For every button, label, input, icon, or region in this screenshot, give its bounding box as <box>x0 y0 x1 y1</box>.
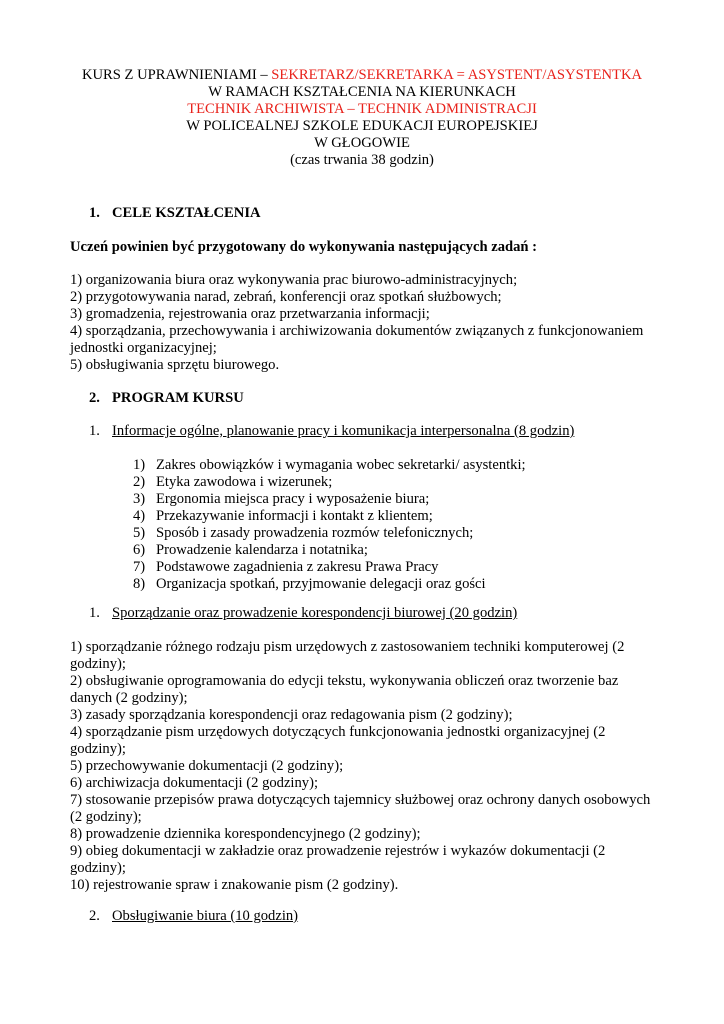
list-item: 6) archiwizacja dokumentacji (2 godziny); <box>70 775 318 791</box>
header-line-3: TECHNIK ARCHIWISTA – TECHNIK ADMINISTRACJI <box>187 101 537 117</box>
list-item: 8) Organizacja spotkań, przyjmowanie delegacji oraz gości <box>133 576 486 592</box>
section-1-lead: Uczeń powinien być przygotowany do wykonywania następujących zadań : <box>70 239 538 255</box>
header-course-name: SEKRETARZ/SEKRETARKA = ASYSTENT/ASYSTENTKA <box>271 67 643 83</box>
document-header <box>0 67 724 169</box>
module-3-heading: 2. Obsługiwanie biura (10 godzin) <box>89 908 299 924</box>
list-item: 9) obieg dokumentacji w zakładzie oraz prowadzenie rejestrów i wykazów dokumentacji (2 godziny); <box>70 843 606 876</box>
section-1-list <box>70 272 660 374</box>
list-item: 2) przygotowywania narad, zebrań, konferencji oraz spotkań służbowych; <box>70 289 502 305</box>
list-item: 1) sporządzanie różnego rodzaju pism urzędowych z zastosowaniem techniki komputerowej (2 godziny); <box>70 639 625 672</box>
list-item: 4) sporządzanie pism urzędowych dotyczących funkcjonowania jednostki organizacyjnej (2 godziny); <box>70 724 606 757</box>
list-item: 8) prowadzenie dziennika korespondencyjnego (2 godziny); <box>70 826 421 842</box>
header-line-6: (czas trwania 38 godzin) <box>290 152 434 168</box>
module-1-heading: 1. Informacje ogólne, planowanie pracy i komunikacja interpersonalna (8 godzin) <box>89 423 575 439</box>
list-item: 4) Przekazywanie informacji i kontakt z klientem; <box>133 508 433 524</box>
list-item: 1) Zakres obowiązków i wymagania wobec sekretarki/ asystentki; <box>133 457 526 473</box>
header-line-4: W POLICEALNEJ SZKOLE EDUKACJI EUROPEJSKIEJ <box>186 118 538 134</box>
list-item: 1) organizowania biura oraz wykonywania prac biurowo-administracyjnych; <box>70 272 518 288</box>
list-item: 5) Sposób i zasady prowadzenia rozmów telefonicznych; <box>133 525 474 541</box>
list-item: 5) przechowywanie dokumentacji (2 godziny); <box>70 758 344 774</box>
header-line-5: W GŁOGOWIE <box>314 135 410 151</box>
list-item: 7) stosowanie przepisów prawa dotyczących tajemnicy służbowej oraz ochrony danych osobowych (2 godziny); <box>70 792 651 825</box>
module-2-list <box>70 639 652 894</box>
list-item: 2) obsługiwanie oprogramowania do edycji tekstu, wykonywania obliczeń oraz tworzenie baz danych (2 godziny); <box>70 673 619 706</box>
list-item: 5) obsługiwania sprzętu biurowego. <box>70 357 280 373</box>
list-item: 3) Ergonomia miejsca pracy i wyposażenie biura; <box>133 491 430 507</box>
list-item: 4) sporządzania, przechowywania i archiwizowania dokumentów związanych z funkcjonowaniem jednostki organizacyjnej; <box>70 323 644 356</box>
section-2-heading: 2. PROGRAM KURSU <box>89 390 244 406</box>
header-line-1: KURS Z UPRAWNIENIAMI – SEKRETARZ/SEKRETARKA = ASYSTENT/ASYSTENTKA <box>81 67 643 83</box>
module-2-heading: 1. Sporządzanie oraz prowadzenie korespondencji biurowej (20 godzin) <box>89 605 518 621</box>
section-1-heading: 1. CELE KSZTAŁCENIA <box>89 205 261 221</box>
list-item: 3) zasady sporządzania korespondencji oraz redagowania pism (2 godziny); <box>70 707 513 723</box>
header-line-2: W RAMACH KSZTAŁCENIA NA KIERUNKACH <box>208 84 516 100</box>
list-item: 7) Podstawowe zagadnienia z zakresu Prawa Pracy <box>133 559 439 575</box>
list-item: 2) Etyka zawodowa i wizerunek; <box>133 474 333 490</box>
list-item: 10) rejestrowanie spraw i znakowanie pism (2 godziny). <box>70 877 399 893</box>
list-item: 6) Prowadzenie kalendarza i notatnika; <box>133 542 368 558</box>
list-item: 3) gromadzenia, rejestrowania oraz przetwarzania informacji; <box>70 306 430 322</box>
